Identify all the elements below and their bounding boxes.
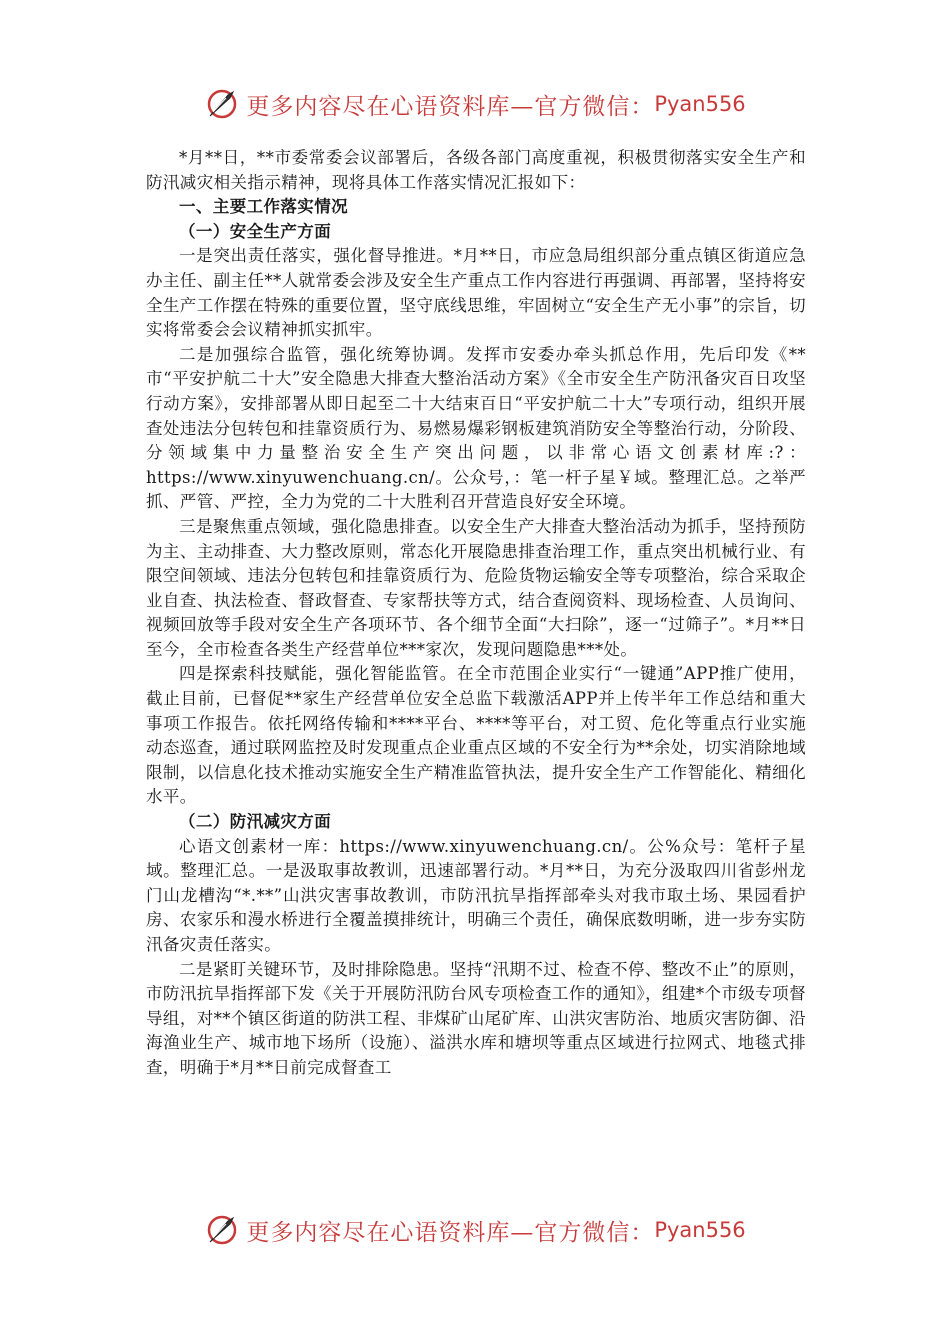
document-body <box>146 146 806 1081</box>
body-paragraph: 二是加强综合监管，强化统筹协调。发挥市安委办牵头抓总作用，先后印发《**市“平安护航二十大”安全隐患大排查大整治活动方案》《全市安全生产防汛备灾百日攻坚行动方案》，安排部署从即日起至二十大结束百日“平安护航二十大”专项行动，组织开展查处违法分包转包和挂靠资质行为、易燃易爆彩钢板建筑消防安全等整治行动，分阶段、分领域集中力量整治安全生产突出问题，以非常心语文创素材库:?：https://www.xinyuwenchuang.cn/。公众号，：笔一杆子星￥域。整理汇总。之举严抓、严管、严控，全力为党的二十大胜利召开营造良好安全环境。 <box>146 344 806 512</box>
quill-logo-icon <box>204 1212 240 1248</box>
subsection-heading-flood: （二）防汛减灾方面 <box>179 812 332 832</box>
body-paragraph: 二是紧盯关键环节，及时排除隐患。坚持“汛期不过、检查不停、整改不止”的原则，市防汛抗旱指挥部下发《关于开展防汛防台风专项检查工作的通知》，组建*个市级专项督导组，对**个镇区街道的防洪工程、非煤矿山尾矿库、山洪灾害防治、地质灾害防御、沿海渔业生产、城市地下场所（设施）、溢洪水库和塘坝等重点区域进行拉网式、地毯式排查，明确于*月**日前完成督查工 <box>146 959 806 1077</box>
body-paragraph: 四是探索科技赋能，强化智能监管。在全市范围企业实行“一键通”APP推广使用，截止目前，已督促**家生产经营单位安全总监下载激活APP并上传半年工作总结和重大事项工作报告。依托网络传输和****平台、****等平台，对工贸、危化等重点行业实施动态巡查，通过联网监控及时发现重点企业重点区域的不安全行为**余处，切实消除地域限制，以信息化技术推动实施安全生产精准监管执法，提升安全生产工作智能化、精细化水平。 <box>146 664 806 807</box>
header-banner <box>0 82 950 126</box>
banner-text: 更多内容尽在心语资料库—官方微信： <box>246 93 655 120</box>
subsection-heading-safety: （一）安全生产方面 <box>179 221 332 241</box>
banner-wechat-id: Pyan556 <box>654 92 746 116</box>
quill-logo-icon <box>204 86 240 122</box>
intro-paragraph: *月**日，**市委常委会议部署后，各级各部门高度重视，积极贯彻落实安全生产和防汛减灾相关指示精神，现将具体工作落实情况汇报如下： <box>146 148 806 192</box>
banner-text: 更多内容尽在心语资料库—官方微信： <box>246 1219 655 1246</box>
body-paragraph: 心语文创素材一库：https://www.xinyuwenchuang.cn/。公%众号：笔杆子星域。整理汇总。一是汲取事故教训，迅速部署行动。*月**日，为充分汲取四川省彭州龙门山龙槽沟“*.**”山洪灾害事故教训，市防汛抗旱指挥部牵头对我市取土场、果园看护房、农家乐和漫水桥进行全覆盖摸排统计，明确三个责任，确保底数明晰，进一步夯实防汛备灾责任落实。 <box>146 836 806 954</box>
section-heading: 一、主要工作落实情况 <box>179 197 348 217</box>
body-paragraph: 三是聚焦重点领域，强化隐患排查。以安全生产大排查大整治活动为抓手，坚持预防为主、主动排查、大力整改原则，常态化开展隐患排查治理工作，重点突出机械行业、有限空间领域、违法分包转包和挂靠资质行为、危险货物运输安全等专项整治，综合采取企业自查、执法检查、督政督查、专家帮扶等方式，结合查阅资料、现场检查、人员询问、视频回放等手段对安全生产各项环节、各个细节全面“大扫除”，逐一“过筛子”。*月**日至今，全市检查各类生产经营单位***家次，发现问题隐患***处。 <box>146 516 806 659</box>
footer-banner <box>0 1208 950 1252</box>
body-paragraph: 一是突出责任落实，强化督导推进。*月**日，市应急局组织部分重点镇区街道应急办主任、副主任**人就常委会涉及安全生产重点工作内容进行再强调、再部署，坚持将安全生产工作摆在特殊的重要位置，坚守底线思维，牢固树立“安全生产无小事”的宗旨，切实将常委会会议精神抓实抓牢。 <box>146 246 806 340</box>
banner-wechat-id: Pyan556 <box>654 1218 746 1242</box>
